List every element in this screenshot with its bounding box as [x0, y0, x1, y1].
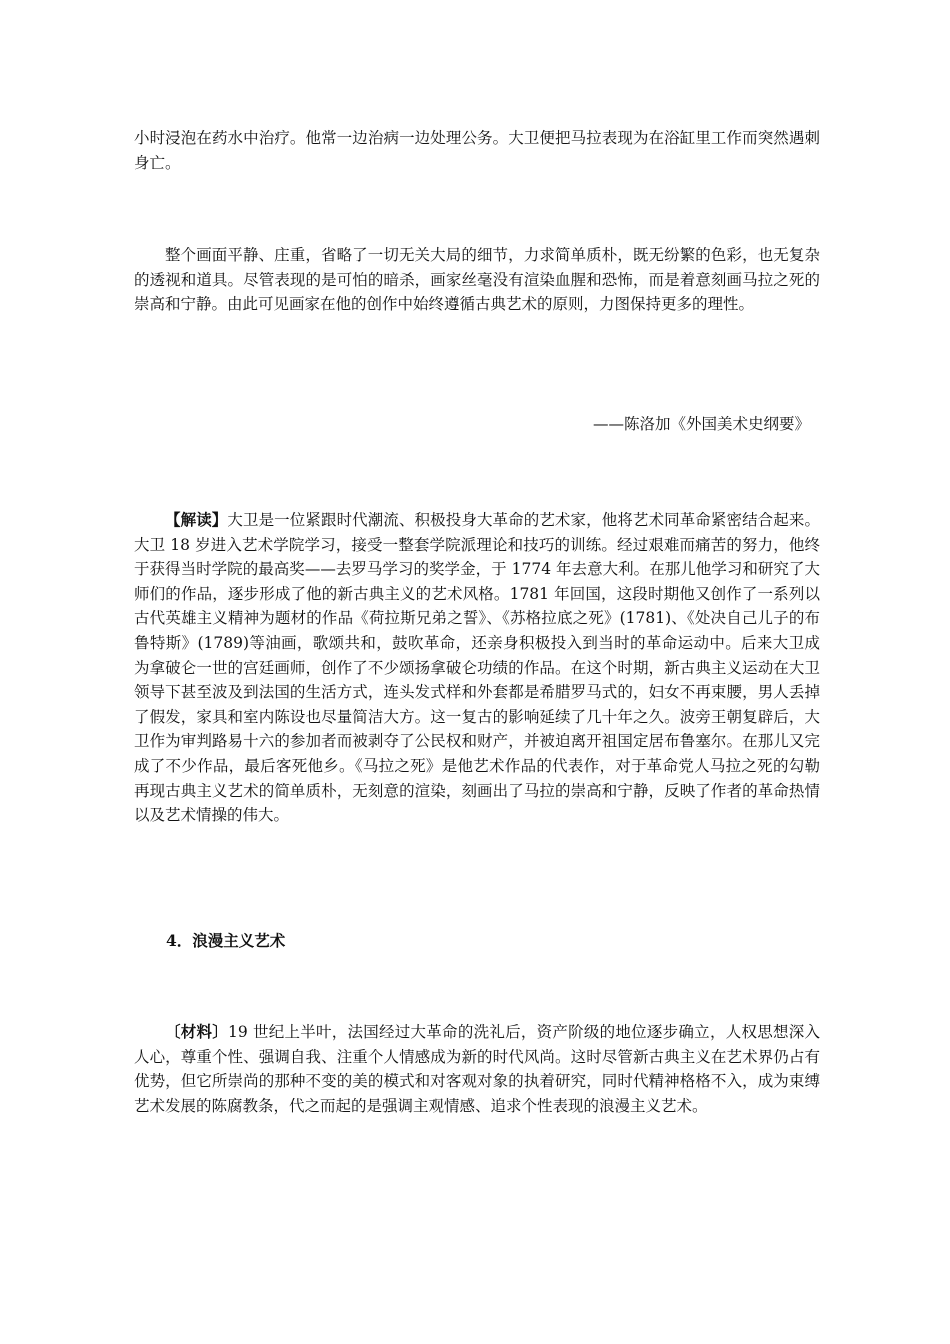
paragraph-painting-description [134, 243, 820, 317]
paragraph-text: 小时浸泡在药水中治疗。他常一边治病一边处理公务。大卫便把马拉表现为在浴缸里工作而突然遇刺身亡。 [134, 129, 820, 172]
paragraph-continued [134, 126, 820, 175]
interpretation-label: 【解读】 [165, 510, 228, 529]
paragraph-material [134, 1020, 820, 1118]
section-heading: 4．浪漫主义艺术 [166, 931, 286, 950]
quote-source: ——陈洛加《外国美术史纲要》 [592, 415, 810, 433]
material-label: 〔材料〕 [165, 1022, 229, 1041]
paragraph-text: 19 世纪上半叶，法国经过大革命的洗礼后，资产阶级的地位逐步确立，人权思想深入人心，尊重个性、强调自我、注重个人情感成为新的时代风尚。这时尽管新古典主义在艺术界仍占有优势，但它所崇尚的那种不变的美的模式和对客观对象的执着研究，同时代精神格格不入，成为束缚艺术发展的陈腐教条，代之而起的是强调主观情感、追求个性表现的浪漫主义艺术。 [134, 1023, 820, 1115]
paragraph-interpretation [134, 508, 820, 828]
paragraph-text: 整个画面平静、庄重，省略了一切无关大局的细节，力求简单质朴，既无纷繁的色彩，也无复杂的透视和道具。尽管表现的是可怕的暗杀，画家丝毫没有渲染血腥和恐怖，而是着意刻画马拉之死的崇高和宁静。由此可见画家在他的创作中始终遵循古典艺术的原则，力图保持更多的理性。 [134, 246, 820, 314]
paragraph-text: 大卫是一位紧跟时代潮流、积极投身大革命的艺术家，他将艺术同革命紧密结合起来。大卫 18 岁进入艺术学院学习，接受一整套学院派理论和技巧的训练。经过艰难而痛苦的努力，他终于获得当时学院的最高奖——去罗马学习的奖学金，于 1774 年去意大利。在那儿他学习和研究了大师们的作品，逐步形成了他的新古典主义的艺术风格。1781 年回国，这段时期他又创作了一系列以古代英雄主义精神为题材的作品《荷拉斯兄弟之誓》、《苏格拉底之死》(1781)、《处决自己儿子的布鲁特斯》(1789)等油画，歌颂共和，鼓吹革命，还亲身积极投入到当时的革命运动中。后来大卫成为拿破仑一世的宫廷画师，创作了不少颂扬拿破仑功绩的作品。在这个时期，新古典主义运动在大卫领导下甚至波及到法国的生活方式，连头发式样和外套都是希腊罗马式的，妇女不再束腰，男人丢掉了假发，家具和室内陈设也尽量简洁大方。这一复古的影响延续了几十年之久。波旁王朝复辟后，大卫作为审判路易十六的参加者而被剥夺了公民权和财产，并被迫离开祖国定居布鲁塞尔。在那儿又完成了不少作品，最后客死他乡。《马拉之死》是他艺术作品的代表作，对于革命党人马拉之死的勾勒再现古典主义艺术的简单质朴，无刻意的渲染，刻画出了马拉的崇高和宁静，反映了作者的革命热情以及艺术情操的伟大。 [134, 511, 820, 825]
